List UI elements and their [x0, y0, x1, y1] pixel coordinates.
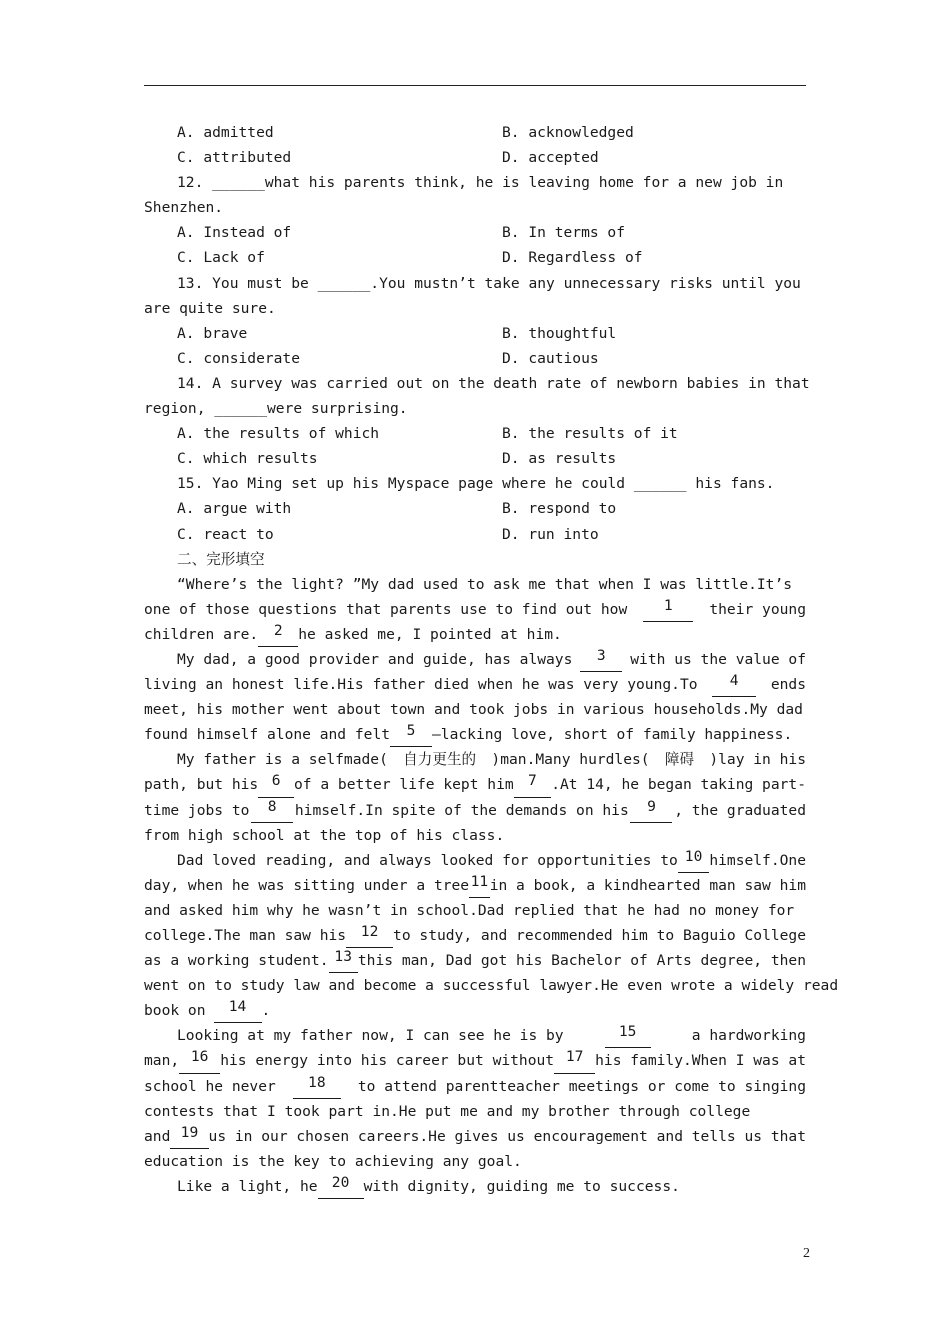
question-12-stem-cont: Shenzhen.: [144, 199, 224, 217]
blank-11[interactable]: 11: [469, 873, 490, 898]
blank-3[interactable]: 3: [580, 647, 622, 672]
option-d: D. accepted: [502, 149, 599, 167]
blank-8[interactable]: 8: [251, 798, 293, 823]
option-b: B. the results of it: [502, 425, 678, 443]
blank-13[interactable]: 13: [329, 948, 358, 973]
blank-17[interactable]: 17: [554, 1048, 595, 1073]
question-12-options-row-2: [144, 245, 806, 270]
option-c: C. considerate: [177, 349, 301, 367]
question-15-options-row-2: [144, 522, 806, 547]
passage-line: Looking at my father now, I can see he is by 15 a hardworking: [144, 1023, 806, 1048]
blank-20[interactable]: 20: [318, 1174, 364, 1199]
option-b: B. acknowledged: [502, 124, 634, 141]
passage-line: path, but his 6 of a better life kept him 7 .At 14, he began taking part-: [144, 772, 806, 797]
option-c: C. Lack of: [177, 249, 265, 267]
passage-line: book on 14 .: [144, 998, 806, 1023]
page-number: 2: [803, 1246, 810, 1261]
option-a: A. Instead of: [177, 224, 292, 242]
blank-19[interactable]: 19: [170, 1124, 208, 1149]
passage-line: living an honest life.His father died when he was very young.To 4 ends: [144, 672, 806, 697]
blank-10[interactable]: 10: [678, 848, 710, 873]
passage-line: time jobs to 8 himself.In spite of the demands on his 9 , the graduated: [144, 798, 806, 823]
option-a: A. brave: [177, 324, 248, 342]
option-d: D. Regardless of: [502, 249, 643, 267]
passage-line: college.The man saw his 12 to study, and recommended him to Baguio College: [144, 923, 806, 948]
passage-line: Like a light, he 20 with dignity, guiding me to success.: [144, 1174, 806, 1199]
passage-line: Dad loved reading, and always looked for opportunities to 10 himself.One: [144, 848, 806, 873]
question-13-stem: 13. You must be ______.You mustn’t take any unnecessary risks until you: [177, 274, 801, 292]
option-c: C. which results: [177, 450, 318, 468]
passage-line: My father is a selfmade( 自力更生的 )man.Many hurdles( 障碍 )lay in his: [177, 751, 806, 769]
question-13-options-row-2: [144, 346, 806, 371]
option-d: D. as results: [502, 450, 617, 468]
option-a: A. admitted: [177, 124, 274, 141]
document-body: [144, 120, 839, 1199]
passage-line: “Where’s the light? ”My dad used to ask me that when I was little.It’s: [177, 575, 793, 593]
question-15-stem: 15. Yao Ming set up his Myspace page where he could ______ his fans.: [177, 475, 775, 493]
passage-line: and asked him why he wasn’t in school.Dad replied that he had no money for: [144, 901, 795, 919]
blank-2[interactable]: 2: [258, 622, 298, 647]
blank-15[interactable]: 15: [605, 1023, 651, 1048]
passage-line: children are. 2 he asked me, I pointed at him.: [144, 622, 806, 647]
header-rule: [144, 85, 806, 86]
question-13-options-row-1: [144, 321, 806, 346]
option-a: A. the results of which: [177, 425, 380, 443]
passage-line: day, when he was sitting under a tree 11 in a book, a kindhearted man saw him: [144, 873, 806, 898]
blank-4[interactable]: 4: [712, 672, 756, 697]
option-d: D. run into: [502, 525, 599, 543]
option-a: A. argue with: [177, 500, 292, 518]
blank-16[interactable]: 16: [179, 1048, 220, 1073]
passage-line: man, 16 his energy into his career but without 17 his family.When I was at: [144, 1048, 806, 1073]
passage-line: from high school at the top of his class.: [144, 826, 505, 844]
question-11-options-row-2: [144, 145, 806, 170]
blank-5[interactable]: 5: [390, 722, 432, 747]
passage-line: school he never 18 to attend parentteacher meetings or come to singing: [144, 1074, 806, 1099]
question-12-options-row-1: [144, 220, 806, 245]
blank-1[interactable]: 1: [643, 597, 693, 622]
question-12-stem: 12. ______what his parents think, he is leaving home for a new job in: [177, 174, 784, 192]
passage-line: My dad, a good provider and guide, has always 3 with us the value of: [144, 647, 806, 672]
blank-6[interactable]: 6: [258, 772, 294, 797]
question-13-stem-cont: are quite sure.: [144, 299, 276, 317]
blank-9[interactable]: 9: [630, 798, 672, 823]
option-b: B. thoughtful: [502, 324, 617, 342]
passage-line: went on to study law and become a successful lawyer.He even wrote a widely read: [144, 977, 839, 995]
question-15-options-row-1: [144, 496, 806, 521]
passage-line: meet, his mother went about town and took jobs in various households.My dad: [144, 701, 803, 719]
section-title: 二、完形填空: [177, 550, 265, 568]
question-14-stem-cont: region, ______were surprising.: [144, 400, 408, 418]
blank-18[interactable]: 18: [293, 1074, 341, 1099]
option-b: B. In terms of: [502, 224, 626, 242]
question-14-options-row-2: [144, 446, 806, 471]
blank-12[interactable]: 12: [346, 923, 393, 948]
blank-14[interactable]: 14: [214, 998, 262, 1023]
option-b: B. respond to: [502, 500, 617, 518]
option-d: D. cautious: [502, 349, 599, 367]
question-11-options-row-1: [144, 120, 806, 145]
question-14-stem: 14. A survey was carried out on the death rate of newborn babies in that: [177, 374, 810, 392]
passage-line: and 19 us in our chosen careers.He gives us encouragement and tells us that: [144, 1124, 806, 1149]
passage-line: education is the key to achieving any goal.: [144, 1152, 522, 1170]
passage-line: one of those questions that parents use to find out how 1 their young: [144, 597, 806, 622]
question-14-options-row-1: [144, 421, 806, 446]
passage-line: found himself alone and felt 5 —lacking love, short of family happiness.: [144, 722, 806, 747]
passage-line: contests that I took part in.He put me and my brother through college: [144, 1102, 751, 1120]
option-c: C. attributed: [177, 149, 292, 167]
blank-7[interactable]: 7: [514, 772, 552, 797]
option-c: C. react to: [177, 525, 274, 543]
passage-line: as a working student. 13 this man, Dad got his Bachelor of Arts degree, then: [144, 948, 806, 973]
